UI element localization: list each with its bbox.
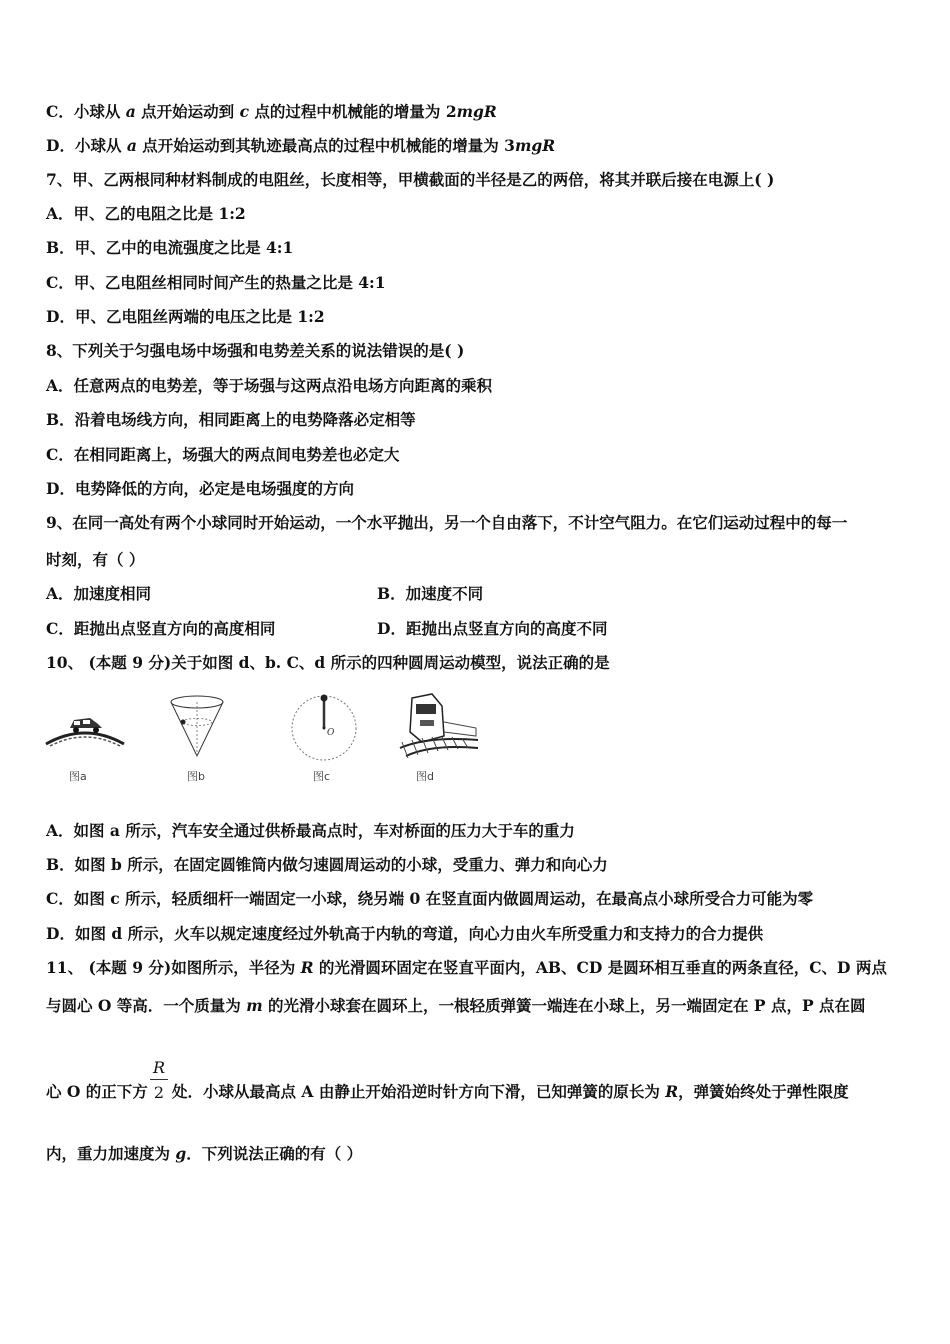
q8-option-d: D．电势降低的方向，必定是电场强度的方向 bbox=[46, 479, 354, 498]
q9-stem-line1: 9、在同一高处有两个小球同时开始运动，一个水平抛出，另一个自由落下，不计空气阻力。在它们运动过程中的每一 bbox=[46, 513, 848, 532]
figure-b-cone bbox=[166, 692, 228, 762]
figure-d-train-on-curve bbox=[398, 692, 480, 762]
figure-d-label: 图d bbox=[416, 770, 434, 783]
q8-option-b: B．沿着电场线方向，相同距离上的电势降落必定相等 bbox=[46, 410, 416, 429]
q7-option-d: D．甲、乙电阻丝两端的电压之比是 1:2 bbox=[46, 307, 325, 326]
q11-stem-line1: 11、 (本题 9 分)如图所示，半径为 R 的光滑圆环固定在竖直平面内，AB、CD 是圆环相互垂直的两条直径，C、D 两点 bbox=[46, 958, 887, 977]
q7-option-a: A．甲、乙的电阻之比是 1:2 bbox=[46, 204, 246, 223]
q11-stem-line2: 与圆心 O 等高．一个质量为 m 的光滑小球套在圆环上，一根轻质弹簧一端连在小球上，另一端固定在 P 点，P 点在圆 bbox=[46, 996, 866, 1015]
figure-c-center-label: O bbox=[327, 728, 335, 738]
q6-option-d: D．小球从 a 点开始运动到其轨迹最高点的过程中机械能的增量为 3mgR bbox=[46, 136, 556, 155]
q7-option-c: C．甲、乙电阻丝相同时间产生的热量之比是 4:1 bbox=[46, 273, 386, 292]
q11-stem-line3-b: 处．小球从最高点 A 由静止开始沿逆时针方向下滑，已知弹簧的原长为 R，弹簧始终处于弹性限度 bbox=[172, 1082, 849, 1101]
q10-option-a: A．如图 a 所示，汽车安全通过供桥最高点时，车对桥面的压力大于车的重力 bbox=[46, 821, 575, 840]
q6-option-c: C．小球从 a 点开始运动到 c 点的过程中机械能的增量为 2mgR bbox=[46, 102, 497, 121]
fraction-r-over-2 bbox=[150, 1057, 168, 1106]
q11-stem-line4: 内，重力加速度为 g．下列说法正确的有（ ） bbox=[46, 1144, 363, 1163]
q11-stem-line3-a: 心 O 的正下方 bbox=[46, 1082, 148, 1101]
q7-option-b: B．甲、乙中的电流强度之比是 4:1 bbox=[46, 238, 294, 257]
fraction-numerator: R bbox=[150, 1057, 168, 1080]
figure-c-label: 图c bbox=[313, 770, 331, 783]
q9-stem-line2: 时刻，有（ ） bbox=[46, 550, 145, 569]
fraction-denominator: 2 bbox=[153, 1083, 165, 1102]
q10-option-c: C．如图 c 所示，轻质细杆一端固定一小球，绕另端 0 在竖直面内做圆周运动，在最高点小球所受合力可能为零 bbox=[46, 889, 814, 908]
figure-b-label: 图b bbox=[187, 770, 205, 783]
q9-option-c: C．距抛出点竖直方向的高度相同 bbox=[46, 619, 276, 638]
q10-stem: 10、 (本题 9 分)关于如图 d、b. C、d 所示的四种圆周运动模型，说法正确的是 bbox=[46, 653, 610, 672]
figure-a-car-on-bridge bbox=[44, 692, 126, 752]
figure-a-label: 图a bbox=[69, 770, 87, 783]
q7-stem: 7、甲、乙两根同种材料制成的电阻丝，长度相等，甲横截面的半径是乙的两倍，将其并联后接在电源上( ) bbox=[46, 170, 775, 189]
q9-option-b: B．加速度不同 bbox=[377, 584, 484, 603]
figure-c-rod-circle bbox=[288, 692, 360, 764]
q9-option-d: D．距抛出点竖直方向的高度不同 bbox=[377, 619, 608, 638]
q10-option-b: B．如图 b 所示，在固定圆锥筒内做匀速圆周运动的小球，受重力、弹力和向心力 bbox=[46, 855, 608, 874]
q10-option-d: D．如图 d 所示，火车以规定速度经过外轨高于内轨的弯道，向心力由火车所受重力和支持力的合力提供 bbox=[46, 924, 764, 943]
q8-stem: 8、下列关于匀强电场中场强和电势差关系的说法错误的是( ) bbox=[46, 341, 465, 360]
q8-option-c: C．在相同距离上，场强大的两点间电势差也必定大 bbox=[46, 445, 400, 464]
q8-option-a: A．任意两点的电势差，等于场强与这两点沿电场方向距离的乘积 bbox=[46, 376, 493, 395]
q9-option-a: A．加速度相同 bbox=[46, 584, 152, 603]
